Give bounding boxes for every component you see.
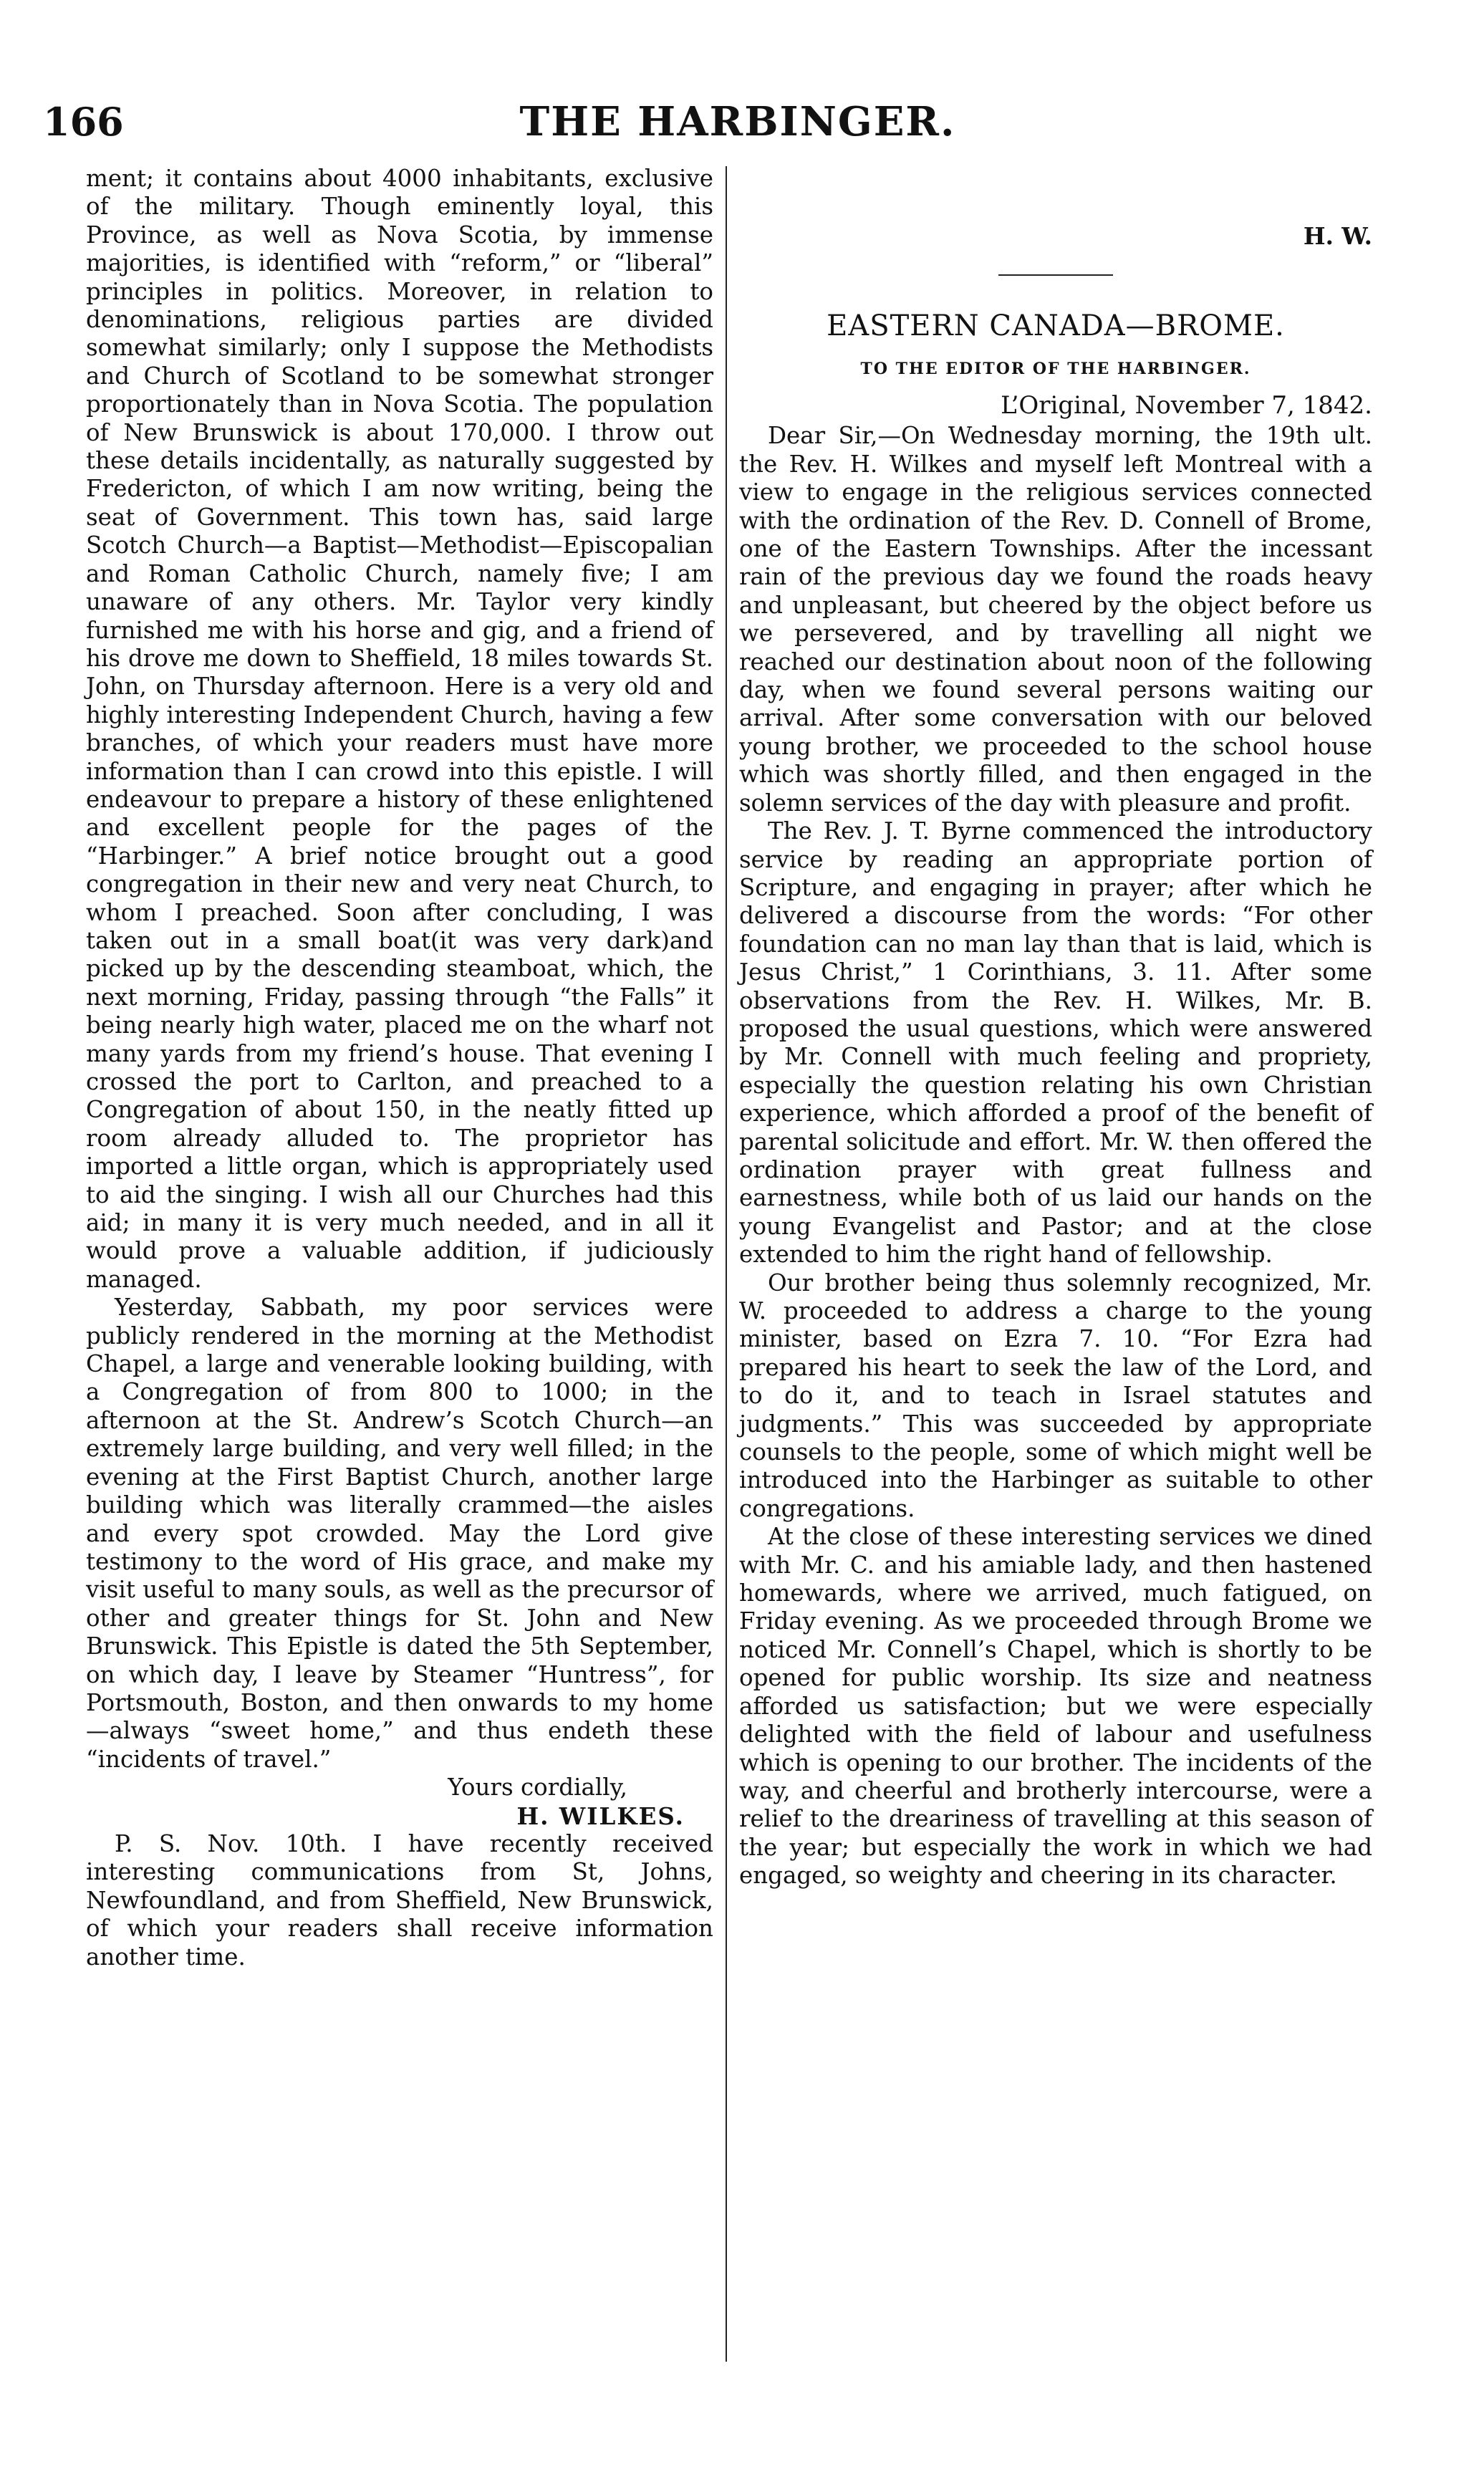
article-title: EASTERN CANADA—BROME.: [827, 309, 1285, 343]
left-column: [86, 165, 713, 1971]
article-paragraph-3: Our brother being thus solemnly recognized, Mr. W. proceeded to address a charge to the young minister, based on Ezra 7. 10. “For Ezra had prepared his heart to seek the law of the Lord, and to do it, and to teach in Israel statutes and judgments.” This was succeeded by appropriate counsels to the people, some of which might well be introduced into the Harbinger as suitable to other congregations.: [739, 1269, 1372, 1522]
letter-signature: H. WILKES.: [516, 1802, 685, 1830]
right-column: [739, 165, 1372, 1890]
article-dateline: L’Original, November 7, 1842.: [1001, 391, 1372, 420]
postscript: P. S. Nov. 10th. I have recently received interesting communications from St, Johns, Newfoundland, and from Sheffield, New Brunswick, of which your readers shall receive information another time.: [86, 1829, 713, 1971]
left-paragraph-1: ment; it contains about 4000 inhabitants, exclusive of the military. Though eminently loyal, this Province, as well as Nova Scotia, by immense majorities, is identified with “reform,” or “liberal” principles in politics. Moreover, in relation to denominations, religious parties are divided somewhat similarly; only I suppose the Methodists and Church of Scotland to be somewhat stronger proportionately than in Nova Scotia. The population of New Brunswick is about 170,000. I throw out these details incidentally, as naturally suggested by Fredericton, of which I am now writing, being the seat of Government. This town has, said large Scotch Church—a Baptist—Methodist—Episcopalian and Roman Catholic Church, namely five; I am unaware of any others. Mr. Taylor very kindly furnished me with his horse and gig, and a friend of his drove me down to Sheffield, 18 miles towards St. John, on Thursday afternoon. Here is a very old and highly interesting Independent Church, having a few branches, of which your readers must have more information than I can crowd into this epistle. I will endeavour to prepare a history of these enlightened and excellent people for the pages of the “Harbinger.” A brief notice brought out a good congregation in their new and very neat Church, to whom I preached. Soon after concluding, I was taken out in a small boat(it was very dark)and picked up by the descending steamboat, which, the next morning, Friday, passing through “the Falls” it being nearly high water, placed me on the wharf not many yards from my friend’s house. That evening I crossed the port to Carlton, and preached to a Congregation of about 150, in the neatly fitted up room already alluded to. The proprietor has imported a little organ, which is appropriately used to aid the singing. I wish all our Churches had this aid; in many it is very much needed, and in all it would prove a valuable addition, if judiciously managed.: [86, 165, 713, 1293]
article-subtitle: TO THE EDITOR OF THE HARBINGER.: [860, 360, 1251, 379]
article-paragraph-4: At the close of these interesting services we dined with Mr. C. and his amiable lady, and then hastened homewards, where we arrived, much fatigued, on Friday evening. As we proceeded through Brome we noticed Mr. Connell’s Chapel, which is shortly to be opened for public worship. Its size and neatness afforded us satisfaction; but we were especially delighted with the field of labour and usefulness which is opening to our brother. The incidents of the way, and cheerful and brotherly intercourse, were a relief to the dreariness of travelling at this season of the year; but especially the work in which we had engaged, so weighty and cheering in its character.: [739, 1523, 1372, 1890]
article-divider: [998, 274, 1113, 276]
page-number: 166: [43, 99, 124, 145]
postscript-initials: H. W.: [1303, 222, 1372, 250]
page-header: [43, 93, 1432, 150]
running-title: THE HARBINGER.: [519, 98, 956, 145]
left-paragraph-2: Yesterday, Sabbath, my poor services were publicly rendered in the morning at the Methodist Chapel, a large and venerable looking building, with a Congregation of from 800 to 1000; in the afternoon at the St. Andrew’s Scotch Church—an extremely large building, and very well filled; in the evening at the First Baptist Church, another large building which was literally crammed—the aisles and every spot crowded. May the Lord give testimony to the word of His grace, and make my visit useful to many souls, as well as the precursor of other and greater things for St. John and New Brunswick. This Epistle is dated the 5th September, on which day, I leave by Steamer “Huntress”, for Portsmouth, Boston, and then onwards to my home—always “sweet home,” and thus endeth these “incidents of travel.”: [86, 1294, 713, 1773]
column-rule: [726, 166, 727, 2362]
letter-closing: Yours cordially,: [448, 1774, 627, 1802]
postscript-continuation-space: [739, 165, 1372, 221]
article-paragraph-1: Dear Sir,—On Wednesday morning, the 19th ult. the Rev. H. Wilkes and myself left Montreal with a view to engage in the religious services connected with the ordination of the Rev. D. Connell of Brome, one of the Eastern Townships. After the incessant rain of the previous day we found the roads heavy and unpleasant, but cheered by the object before us we persevered, and by travelling all night we reached our destination about noon of the following day, when we found several persons waiting our arrival. After some conversation with our beloved young brother, we proceeded to the school house which was shortly filled, and then engaged in the solemn services of the day with pleasure and profit.: [739, 422, 1372, 817]
article-paragraph-2: The Rev. J. T. Byrne commenced the introductory service by reading an appropriate portion of Scripture, and engaging in prayer; after which he delivered a discourse from the words: “For other foundation can no man lay than that is laid, which is Jesus Christ,” 1 Corinthians, 3. 11. After some observations from the Rev. H. Wilkes, Mr. B. proposed the usual questions, which were answered by Mr. Connell with much feeling and propriety, especially the question relating his own Christian experience, which afforded a proof of the benefit of parental solicitude and effort. Mr. W. then offered the ordination prayer with great fullness and earnestness, while both of us laid our hands on the young Evangelist and Pastor; and at the close extended to him the right hand of fellowship.: [739, 817, 1372, 1269]
